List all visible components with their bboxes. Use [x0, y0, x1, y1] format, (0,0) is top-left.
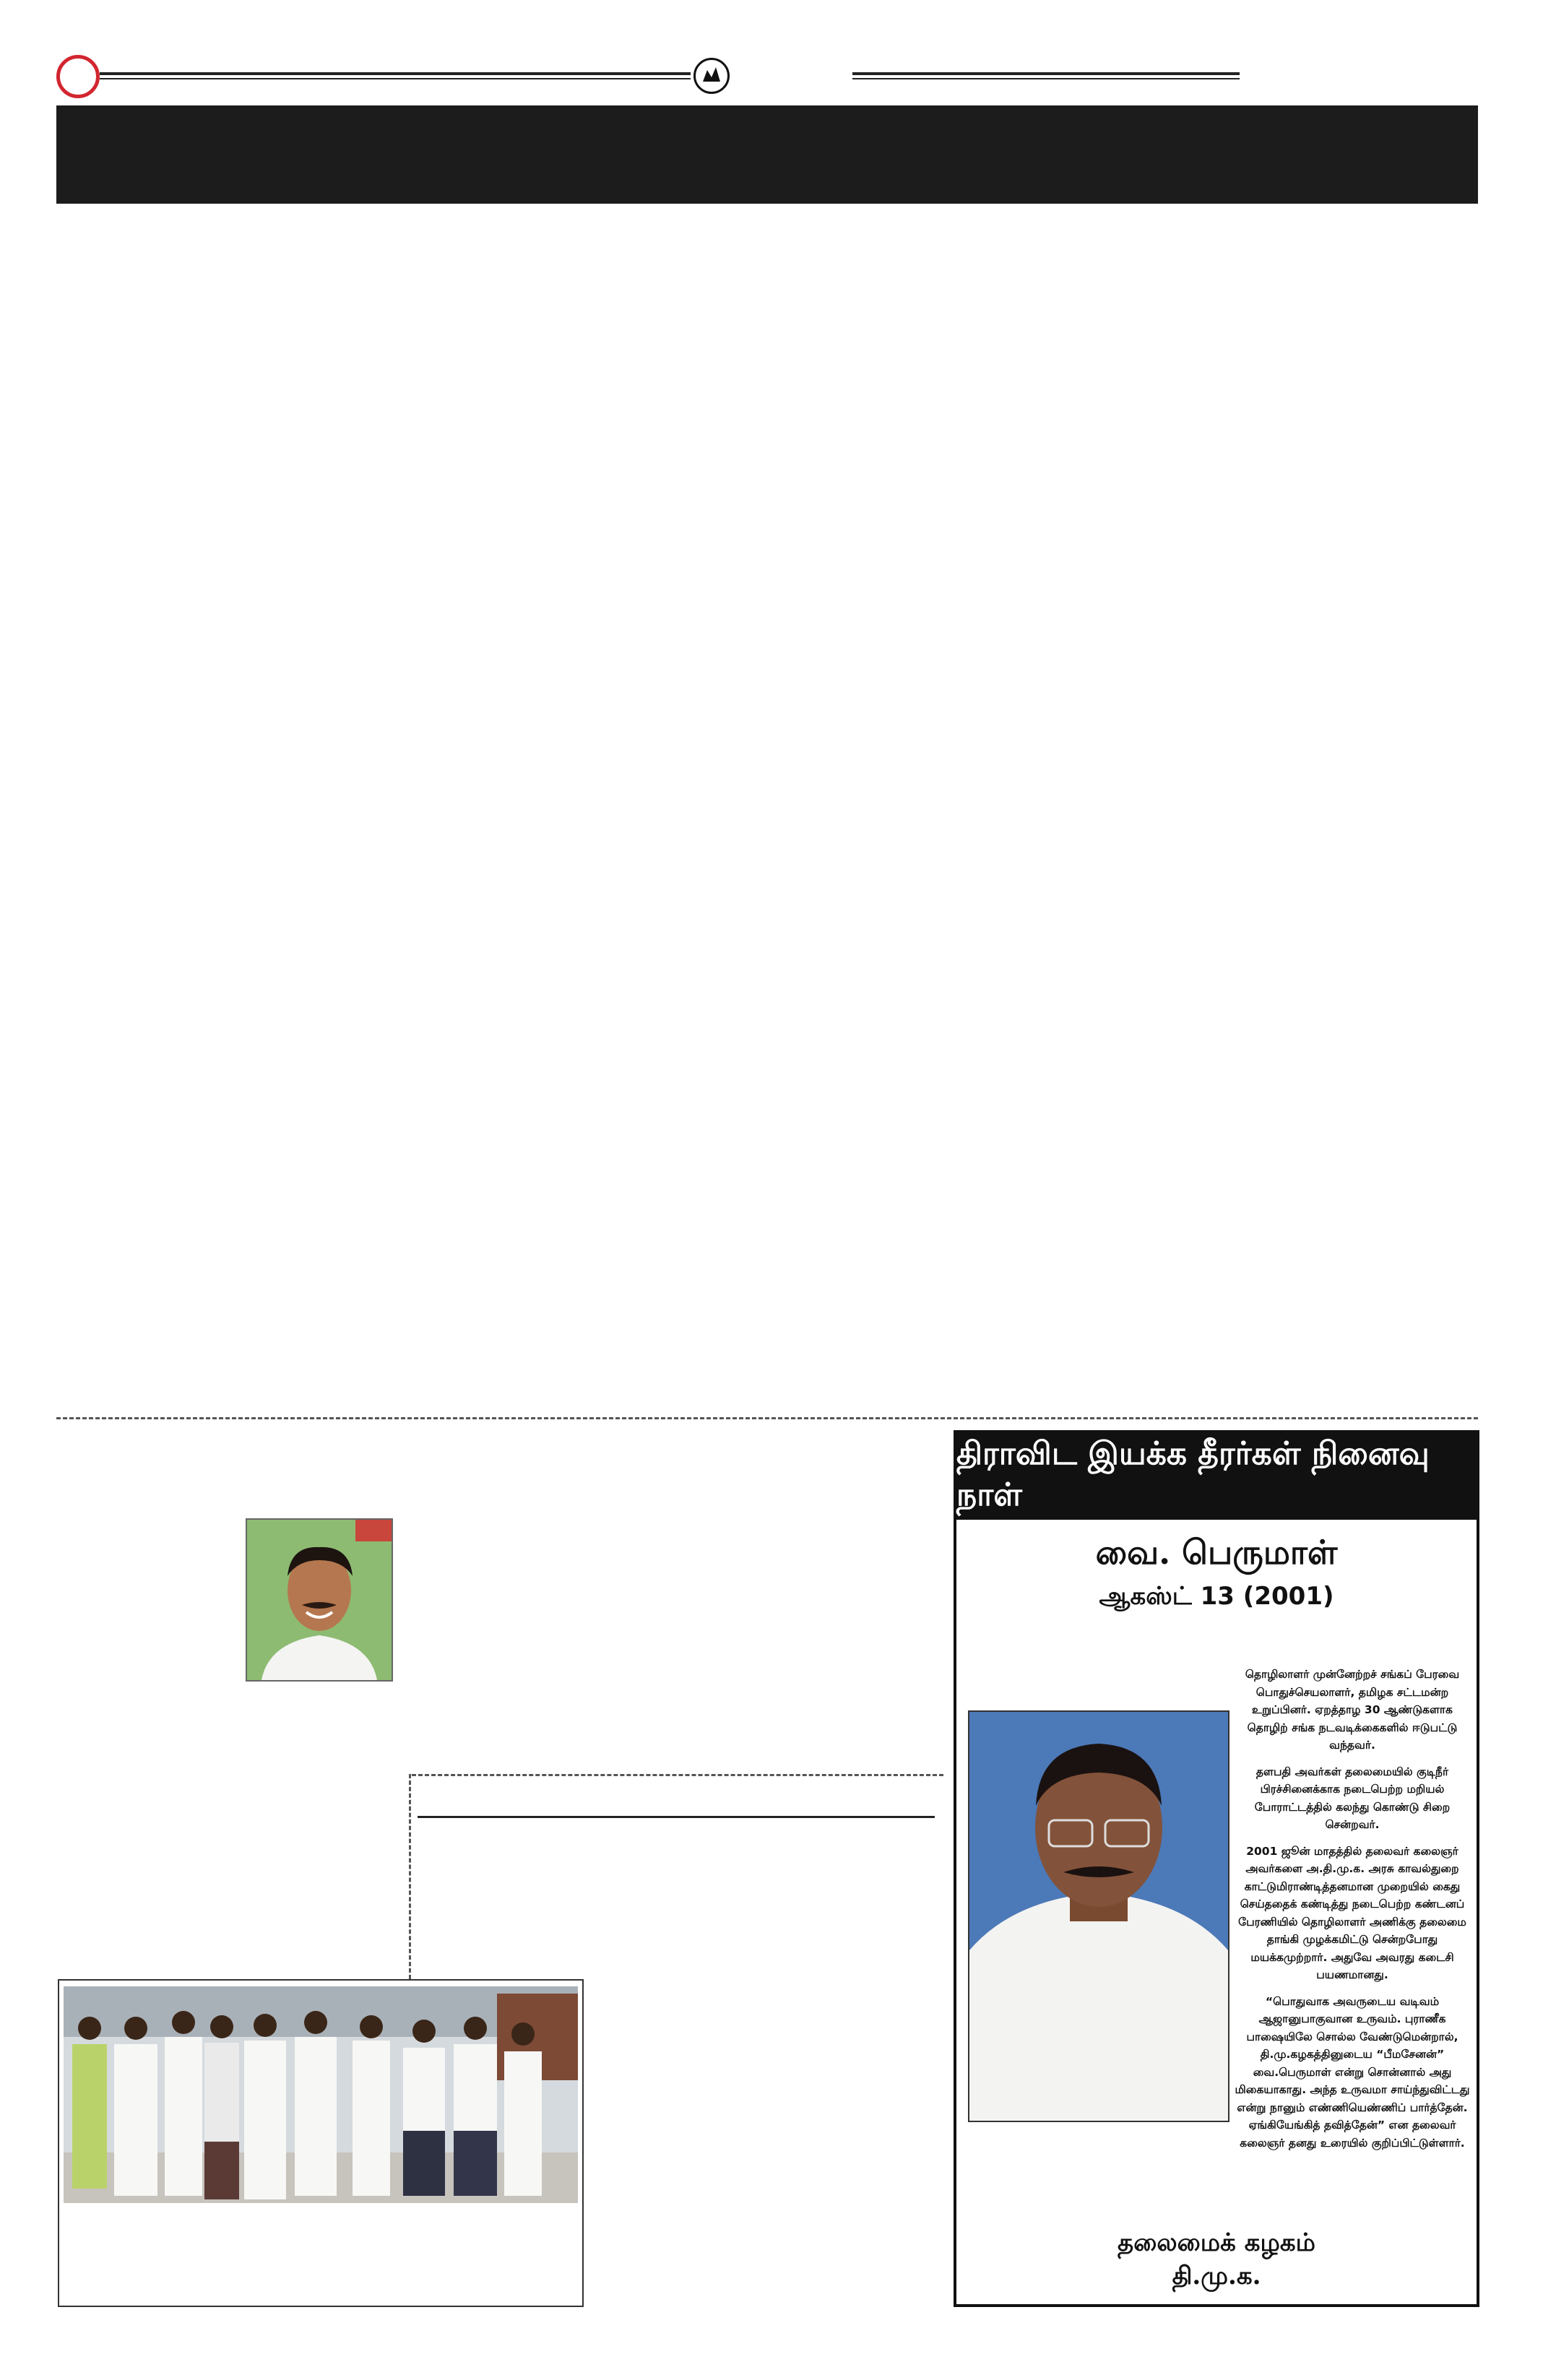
column-divider-horizontal [412, 1774, 943, 1776]
header-rule-left [100, 72, 691, 75]
footer-line-1: தலைமைக் கழகம் [1118, 2228, 1315, 2257]
portrait-photo [246, 1518, 393, 1682]
page-number-circle [56, 55, 100, 98]
party-emblem-icon [693, 58, 730, 94]
header-band [56, 105, 1478, 204]
biography-paragraph: தொழிலாளர் முன்னேற்றச் சங்கப் பேரவை பொதுச்செயலாளர், தமிழக சட்டமன்ற உறுப்பினர். ஏறத்தாழ 30 ஆண்டுகளாக தொழிற் சங்க நடவடிக்கைகளில் ஈடுபட்டு வந்தவர். [1245, 1668, 1460, 1752]
memorial-date: ஆகஸ்ட் 13 (2001) [1099, 1582, 1334, 1611]
memorial-name: வை. பெருமாள் [1095, 1533, 1338, 1572]
memorial-header: திராவிட இயக்க தீரர்கள் நினைவு நாள் [956, 1433, 1477, 1520]
memorial-footer [956, 2226, 1477, 2293]
group-photo [64, 1986, 578, 2203]
article-rule [418, 1816, 935, 1818]
column-divider-vertical [409, 1774, 411, 1979]
footer-line-2: தி.மு.க. [1172, 2262, 1261, 2290]
memorial-portrait [968, 1710, 1229, 2122]
section-divider [56, 1417, 1478, 1419]
biography-paragraph: 2001 ஜூன் மாதத்தில் தலைவர் கலைஞர் அவர்களை அ.தி.மு.க. அரசு காவல்துறை காட்டுமிராண்டித்தனமான முறையில் கைது செய்ததைக் கண்டித்து நடைபெற்ற கண்டனப் பேரணியில் தொழிலாளர் அணிக்கு தலைமை தாங்கி முழக்கமிட்டு சென்றபோது மயக்கமுற்றார். அதுவே அவரது கடைசி பயணமானது. [1238, 1844, 1466, 1981]
memorial-biography [1234, 1666, 1471, 2160]
biography-paragraph: தளபதி அவர்கள் தலைமையில் குடிநீர் பிரச்சினைக்காக நடைபெற்ற மறியல் போராட்டத்தில் கலந்து கொண்டு சிறை சென்றவர். [1254, 1765, 1451, 1831]
header-rule-left-thin [100, 78, 691, 79]
header-rule-right-thin [852, 78, 1240, 79]
header-rule-right [852, 72, 1240, 75]
biography-quote: “பொதுவாக அவருடைய வடிவம் ஆஜானுபாகுவான உருவம். புராணீக பாஷையிலே சொல்ல வேண்டுமென்றால், தி.மு.கழகத்தினுடைய “பீமசேனன்” வை.பெருமாள் என்று சொன்னால் அது மிகையாகாது. அந்த உருவமா சாய்ந்துவிட்டது என்று நானும் எண்ணியெண்ணிப் பார்த்தேன். ஏங்கியேங்கித் தவித்தேன்” என தலைவர் கலைஞர் தனது உரையில் குறிப்பிட்டுள்ளார். [1235, 1994, 1470, 2150]
memorial-notice [954, 1430, 1479, 2307]
